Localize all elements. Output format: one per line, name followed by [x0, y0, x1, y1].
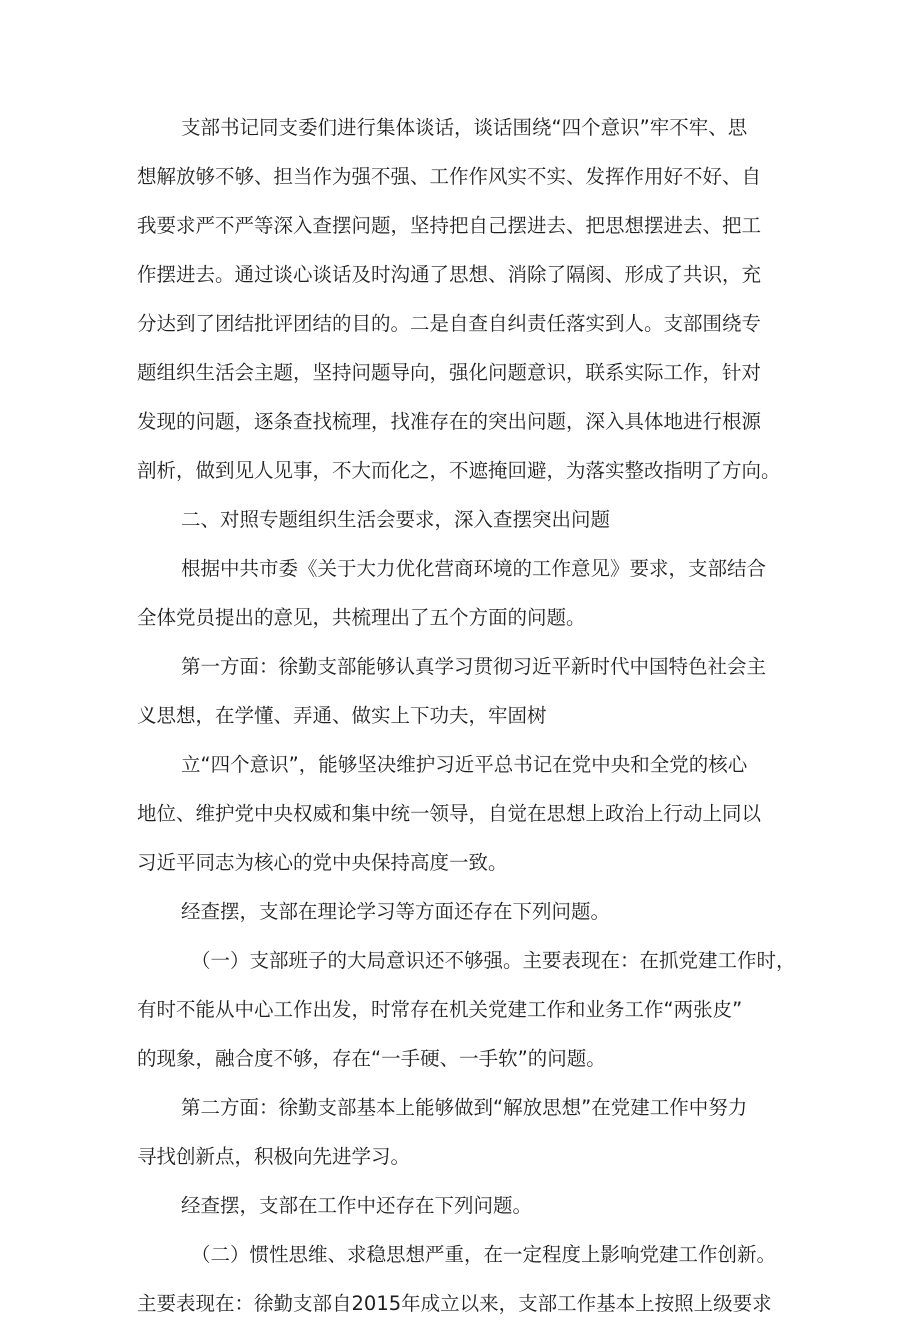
paragraph — [137, 740, 787, 887]
paragraph — [137, 642, 787, 740]
text-line: 发现的问题，逐条查找梳理，找准存在的突出问题，深入具体地进行根源 — [137, 410, 762, 433]
text-line: 主要表现在：徐勤支部自2015年成立以来，支部工作基本上按照上级要求 — [137, 1292, 772, 1315]
text-line: 地位、维护党中央权威和集中统一领导，自觉在思想上政治上行动上同以 — [137, 802, 762, 825]
text-line: 义思想，在学懂、弄通、做实上下功夫，牢固树 — [137, 704, 547, 727]
document-body — [137, 103, 796, 1328]
text-line: 我要求严不严等深入查摆问题，坚持把自己摆进去、把思想摆进去、把工 — [137, 214, 762, 237]
text-line: 想解放够不够、担当作为强不强、工作作风实不实、发挥作用好不好、自 — [137, 165, 762, 188]
paragraph — [137, 936, 796, 1083]
paragraph — [137, 1083, 787, 1181]
text-line: 经查摆，支部在工作中还存在下列问题。 — [181, 1194, 533, 1217]
text-line: 经查摆，支部在理论学习等方面还存在下列问题。 — [181, 900, 611, 923]
text-line: 根据中共市委《关于大力优化营商环境的工作意见》要求，支部结合 — [181, 557, 767, 580]
text-line: 剖析，做到见人见事，不大而化之，不遮掩回避，为落实整改指明了方向。 — [137, 459, 781, 482]
paragraph — [137, 1181, 787, 1230]
text-line: 支部书记同支委们进行集体谈话，谈话围绕“四个意识”牢不牢、思 — [181, 116, 748, 139]
paragraph — [137, 887, 787, 936]
text-line: 第一方面：徐勤支部能够认真学习贯彻习近平新时代中国特色社会主 — [181, 655, 767, 678]
text-line: （二）惯性思维、求稳思想严重，在一定程度上影响党建工作创新。 — [191, 1243, 777, 1266]
text-line: 的现象，融合度不够，存在“一手硬、一手软”的问题。 — [137, 1047, 606, 1070]
paragraph — [137, 1230, 787, 1328]
text-line: 全体党员提出的意见，共梳理出了五个方面的问题。 — [137, 606, 586, 629]
text-line: 二、对照专题组织生活会要求，深入查摆突出问题 — [181, 508, 611, 531]
text-line: 题组织生活会主题，坚持问题导向，强化问题意识，联系实际工作，针对 — [137, 361, 762, 384]
text-line: （一）支部班子的大局意识还不够强。主要表现在：在抓党建工作时， — [191, 949, 796, 972]
paragraph — [137, 103, 787, 495]
paragraph — [137, 544, 787, 642]
text-line: 分达到了团结批评团结的目的。二是自查自纠责任落实到人。支部围绕专 — [137, 312, 762, 335]
text-line: 寻找创新点，积极向先进学习。 — [137, 1145, 411, 1168]
text-line: 第二方面：徐勤支部基本上能够做到“解放思想”在党建工作中努力 — [181, 1096, 748, 1119]
paragraph — [137, 495, 787, 544]
text-line: 立“四个意识”，能够坚决维护习近平总书记在党中央和全党的核心 — [181, 753, 748, 776]
text-line: 作摆进去。通过谈心谈话及时沟通了思想、消除了隔阂、形成了共识，充 — [137, 263, 762, 286]
text-line: 习近平同志为核心的党中央保持高度一致。 — [137, 851, 508, 874]
text-line: 有时不能从中心工作出发，时常存在机关党建工作和业务工作“两张皮” — [137, 998, 743, 1021]
